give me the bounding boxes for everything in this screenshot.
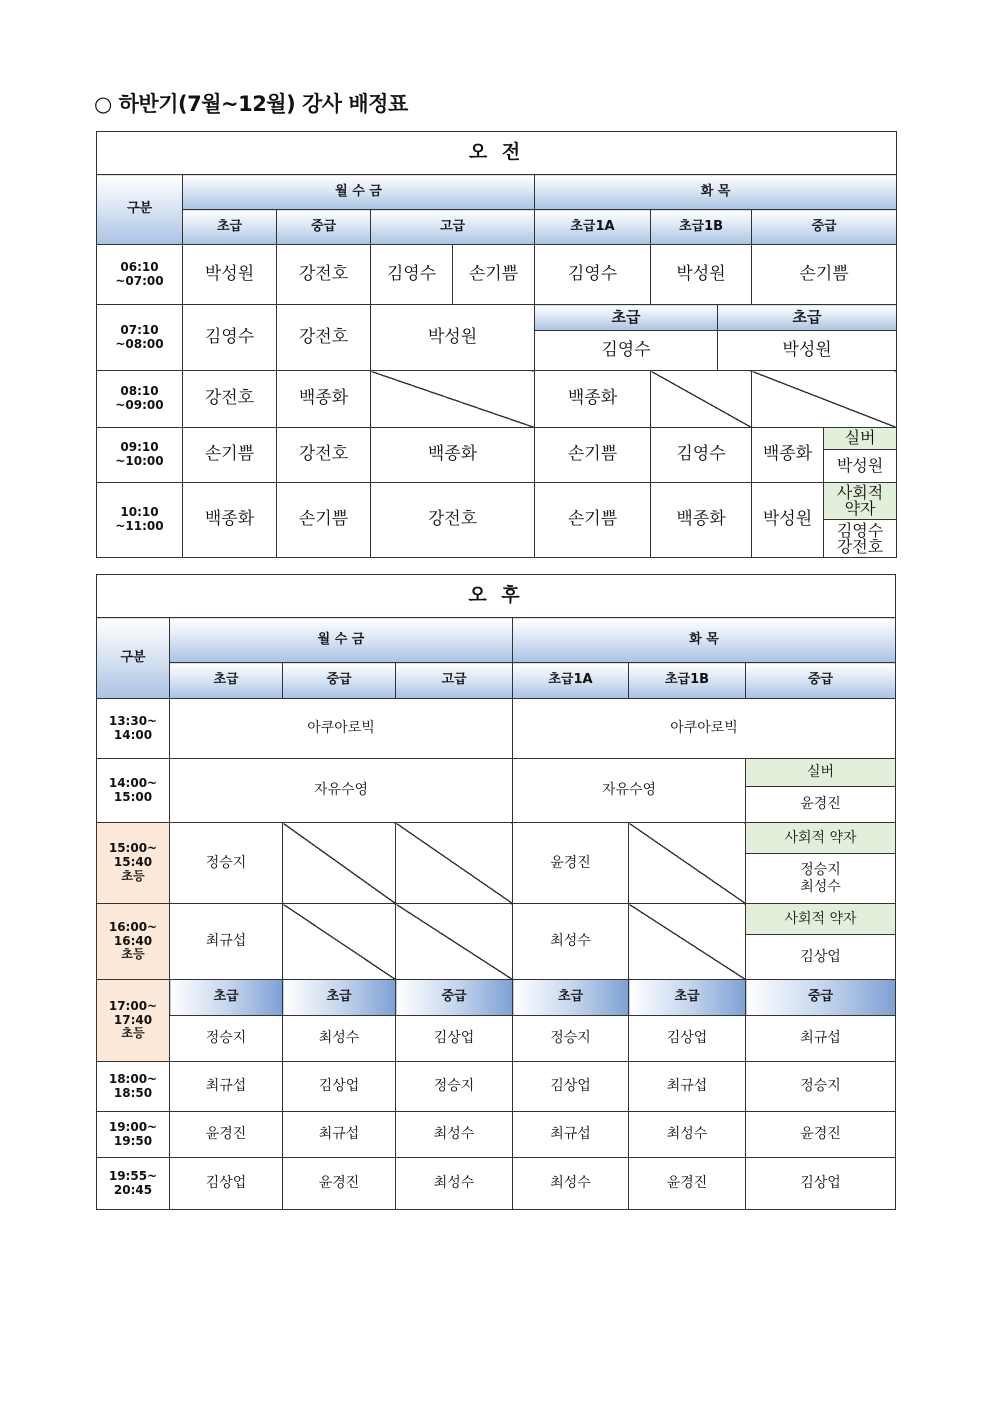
instructor-cell: 강전호 <box>277 428 371 483</box>
instructor-cell: 김상업 <box>396 1016 513 1062</box>
instructor-cell: 백종화 <box>183 483 277 558</box>
instructor-cell: 박성원 <box>752 483 824 558</box>
instructor-cell: 손기쁨 <box>183 428 277 483</box>
instructor-cell: 백종화 <box>752 428 824 483</box>
time-cell: 17:00~ 17:40 초등 <box>97 980 170 1062</box>
pm-gubun-header: 구분 <box>97 618 170 699</box>
instructor-cell: 강전호 <box>371 483 535 558</box>
instructor-cell: 최규섭 <box>170 904 283 980</box>
instructor-cell: 강전호 <box>277 305 371 371</box>
instructor-cell: 김상업 <box>170 1158 283 1210</box>
instructor-cell: 최성수 <box>396 1158 513 1210</box>
empty-slot-cell <box>752 371 897 428</box>
instructor-cell: 정승지 <box>170 823 283 904</box>
instructor-cell: 최규섭 <box>629 1062 746 1112</box>
sub-level-header: 초급 <box>170 980 283 1016</box>
time-cell: 06:10 ~07:00 <box>97 245 183 305</box>
social-vulnerable-label: 사회적 약자 <box>746 823 896 854</box>
program-cell: 자유수영 <box>170 759 513 823</box>
instructor-cell: 최규섭 <box>170 1062 283 1112</box>
instructor-cell: 김상업 <box>746 1158 896 1210</box>
instructor-cell: 손기쁨 <box>535 483 651 558</box>
time-cell: 10:10 ~11:00 <box>97 483 183 558</box>
sub-level-header: 초급 <box>283 980 396 1016</box>
instructor-cell: 정승지 최성수 <box>746 854 896 904</box>
empty-slot-cell <box>371 371 535 428</box>
am-header: 오 전 <box>97 132 897 175</box>
instructor-cell: 백종화 <box>277 371 371 428</box>
am-group-mwf: 월 수 금 <box>183 175 535 210</box>
empty-slot-cell <box>629 823 746 904</box>
instructor-cell: 김상업 <box>746 935 896 980</box>
sub-level-header: 초급 <box>535 305 718 331</box>
instructor-cell: 김상업 <box>513 1062 629 1112</box>
instructor-cell: 최규섭 <box>746 1016 896 1062</box>
time-cell: 16:00~ 16:40 초등 <box>97 904 170 980</box>
instructor-cell: 정승지 <box>513 1016 629 1062</box>
silver-label: 실버 <box>824 428 897 450</box>
social-vulnerable-label: 사회적 약자 <box>746 904 896 935</box>
sub-level-header: 초급 <box>718 305 897 331</box>
am-group-tt: 화 목 <box>535 175 897 210</box>
pm-col-header: 중급 <box>283 663 396 699</box>
instructor-cell: 정승지 <box>170 1016 283 1062</box>
am-col-header: 초급1B <box>651 210 752 245</box>
instructor-cell: 강전호 <box>277 245 371 305</box>
pm-col-header: 중급 <box>746 663 896 699</box>
pm-col-header: 초급1A <box>513 663 629 699</box>
instructor-cell: 윤경진 <box>746 787 896 823</box>
instructor-cell: 김영수 <box>183 305 277 371</box>
empty-slot-cell <box>651 371 752 428</box>
program-cell: 아쿠아로빅 <box>170 699 513 759</box>
am-col-header: 고급 <box>371 210 535 245</box>
instructor-cell: 최성수 <box>283 1016 396 1062</box>
instructor-cell: 정승지 <box>746 1062 896 1112</box>
instructor-cell: 최성수 <box>629 1112 746 1158</box>
time-cell: 18:00~ 18:50 <box>97 1062 170 1112</box>
instructor-cell: 최성수 <box>513 904 629 980</box>
instructor-cell: 박성원 <box>371 305 535 371</box>
am-col-header: 중급 <box>752 210 897 245</box>
program-cell: 아쿠아로빅 <box>513 699 896 759</box>
instructor-cell: 김영수 <box>651 428 752 483</box>
time-cell: 19:00~ 19:50 <box>97 1112 170 1158</box>
pm-group-mwf: 월 수 금 <box>170 618 513 663</box>
instructor-cell: 최성수 <box>513 1158 629 1210</box>
time-cell: 09:10 ~10:00 <box>97 428 183 483</box>
time-cell: 08:10 ~09:00 <box>97 371 183 428</box>
pm-schedule-table <box>96 574 896 1210</box>
instructor-cell: 윤경진 <box>283 1158 396 1210</box>
instructor-cell: 박성원 <box>183 245 277 305</box>
instructor-cell: 최규섭 <box>283 1112 396 1158</box>
sub-level-header: 초급 <box>629 980 746 1016</box>
am-col-header: 초급1A <box>535 210 651 245</box>
time-cell: 13:30~ 14:00 <box>97 699 170 759</box>
instructor-cell: 강전호 <box>183 371 277 428</box>
silver-label: 실버 <box>746 759 896 787</box>
instructor-cell: 윤경진 <box>746 1112 896 1158</box>
time-cell: 19:55~ 20:45 <box>97 1158 170 1210</box>
sub-level-header: 중급 <box>396 980 513 1016</box>
instructor-cell: 정승지 <box>396 1062 513 1112</box>
instructor-cell: 손기쁨 <box>752 245 897 305</box>
page-title: ○ 하반기(7월~12월) 강사 배정표 <box>94 92 408 116</box>
program-cell: 자유수영 <box>513 759 746 823</box>
instructor-cell: 백종화 <box>651 483 752 558</box>
instructor-cell: 윤경진 <box>513 823 629 904</box>
pm-header: 오 후 <box>97 575 896 618</box>
empty-slot-cell <box>283 823 396 904</box>
instructor-cell: 손기쁨 <box>453 245 535 305</box>
instructor-cell: 박성원 <box>718 331 897 371</box>
am-col-header: 중급 <box>277 210 371 245</box>
instructor-cell: 손기쁨 <box>277 483 371 558</box>
empty-slot-cell <box>629 904 746 980</box>
sub-level-header: 중급 <box>746 980 896 1016</box>
instructor-cell: 김상업 <box>283 1062 396 1112</box>
empty-slot-cell <box>283 904 396 980</box>
pm-col-header: 고급 <box>396 663 513 699</box>
pm-group-tt: 화 목 <box>513 618 896 663</box>
time-cell: 15:00~ 15:40 초등 <box>97 823 170 904</box>
instructor-cell: 김영수 강전호 <box>824 520 897 558</box>
am-col-header: 초급 <box>183 210 277 245</box>
empty-slot-cell <box>396 823 513 904</box>
sub-level-header: 초급 <box>513 980 629 1016</box>
instructor-cell: 백종화 <box>535 371 651 428</box>
instructor-cell: 김영수 <box>535 245 651 305</box>
am-gubun-header: 구분 <box>97 175 183 245</box>
empty-slot-cell <box>396 904 513 980</box>
instructor-cell: 김상업 <box>629 1016 746 1062</box>
pm-col-header: 초급 <box>170 663 283 699</box>
instructor-cell: 김영수 <box>535 331 718 371</box>
instructor-cell: 백종화 <box>371 428 535 483</box>
time-cell: 07:10 ~08:00 <box>97 305 183 371</box>
instructor-cell: 최성수 <box>396 1112 513 1158</box>
instructor-cell: 박성원 <box>824 450 897 483</box>
social-vulnerable-label: 사회적 약자 <box>824 483 897 520</box>
instructor-cell: 최규섭 <box>513 1112 629 1158</box>
instructor-cell: 윤경진 <box>170 1112 283 1158</box>
instructor-cell: 김영수 <box>371 245 453 305</box>
instructor-cell: 손기쁨 <box>535 428 651 483</box>
pm-col-header: 초급1B <box>629 663 746 699</box>
instructor-cell: 윤경진 <box>629 1158 746 1210</box>
am-schedule-table <box>96 131 897 558</box>
instructor-cell: 박성원 <box>651 245 752 305</box>
time-cell: 14:00~ 15:00 <box>97 759 170 823</box>
